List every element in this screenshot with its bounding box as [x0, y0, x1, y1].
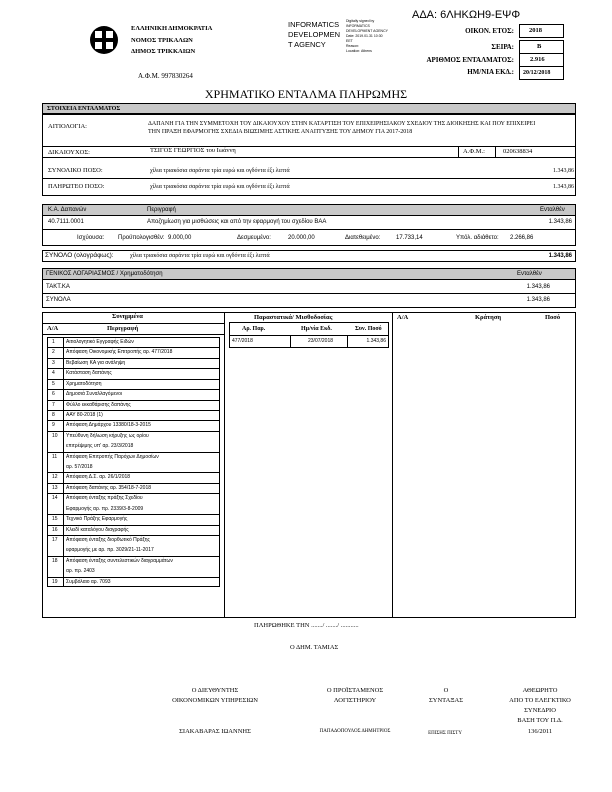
expense-header-perigrafi: Περιγραφή [147, 207, 176, 213]
attachment-description: επιτρέψιμης υπ' αρ. 23/3/2018 [66, 443, 134, 450]
attachment-description: Εφαρμογής αρ. πρ. 2339/3-8-2009 [66, 505, 144, 512]
dikaiouxos-value: ΤΣΙΓΟΣ ΓΕΩΡΓΙΟΣ του Ιωάννη [150, 147, 236, 154]
aitiologia-text: ΔΑΠΑΝΗ ΓΙΑ ΤΗΝ ΣΥΜΜΕΤΟΧΗ ΤΟΥ ΔΙΚΑΙΟΥΧΟΥ ΣΤΗΝ ΚΑΤΑΡΤΙΣΗ ΤΟΥ ΕΠΙΧΕΙΡΗΣΙΑΚΟΥ ΣΧΕΔΙΟΥ ΤΗΣ ΔΙΟΙΚΗΣΗΣ ΚΑΙ ΠΟΥ ΕΠΙΧΕΙΡΕΙ ΤΗΝ ΠΡΑΞΗ ΕΦΑΡΜΟΓΗΣ ΣΧΕΔΙΑ ΒΙΩΣΙΜΗΣ ΑΣΤΙΚΗΣ ΑΝΑΠΤΥΞΗΣ ΤΟΥ ΔΗΜΟΥ ΓΙΑ 2017-2018 [148, 121, 536, 135]
greek-emblem-icon [89, 25, 119, 55]
field-seira-value-box: Β [519, 40, 564, 54]
attachment-description: ΑΑΥ 80-2018 (1) [66, 411, 103, 418]
budget-desmeumeno-value: 20.000,00 [288, 235, 315, 241]
attachment-number: 2 [52, 349, 55, 356]
attachment-description: Βεβαίωση ΚΑ για ανάληψη [66, 359, 126, 366]
expense-row-perigrafi: Αποζημίωση για μισθώσεις και από την εφαρμογή του σχεδίου ΒΑΑ [147, 219, 327, 225]
attachment-description: Απόφαση Επιτροπής Παρόχων Δημοσίων [66, 453, 159, 460]
payment-row-amount: 1.343,86 [366, 338, 386, 344]
attachment-number: 4 [52, 370, 55, 377]
attachment-description: Τεχνικό Πράξης Εφαρμογής [66, 516, 128, 523]
payments-title: Παραστατικά/ Μισθοδοσίας [254, 314, 333, 321]
budget-ypoloipo-value: 2.266,86 [510, 235, 534, 241]
attachment-description: εφαρμογής με αρ. πρ. 3029/21-11-2017 [66, 547, 154, 554]
budget-ypoloipo-label: Υπόλ. αδιάθετο: [456, 235, 499, 241]
accounts-row-label: ΤΑΚΤ.ΚΑ [46, 284, 70, 290]
accounts-total-value: 1.343,86 [526, 297, 550, 303]
expense-header-ka: Κ.Α. Δαπανών [48, 207, 87, 213]
attachment-description: Απόφαση ένταξης πράξης Σχεδίου [66, 495, 143, 502]
paid-line: ΠΛΗΡΩΘΗΚΕ ΤΗΝ ......./ ......./ ........... [254, 622, 359, 629]
dikaiouxos-label: ΔΙΚΑΙΟΥΧΟΣ: [48, 149, 90, 156]
field-date-value-box: 20/12/2018 [519, 66, 564, 80]
attachment-number: 15 [52, 516, 58, 523]
attachments-col-desc: Περιγραφή [107, 325, 139, 332]
sig-audit-title-4: ΒΑΣΗ ΤΟΥ Π.Δ. [517, 717, 563, 724]
sig-audit-title-1: ΑΘΕΩΡΗΤΟ [522, 687, 558, 694]
synoliko-label: ΣΥΝΟΛΙΚΟ ΠΟΣΟ: [48, 167, 103, 174]
attachment-description: Απόφαση Δημάρχου 13380/18-3-2015 [66, 422, 151, 429]
attachment-number: 19 [52, 578, 58, 585]
dikaiouxos-afm-value: 020638834 [503, 148, 533, 155]
document-title: ΧΡΗΜΑΤΙΚΟ ΕΝΤΑΛΜΑ ΠΛΗΡΩΜΗΣ [204, 87, 408, 101]
attachments-title: Συνημμένα [112, 313, 143, 320]
sig-director-title-1: Ο ΔΙΕΥΘΥΝΤΗΣ [191, 687, 239, 694]
field-seira-label: ΣΕΙΡΑ: [491, 43, 514, 51]
attachment-number: 3 [52, 359, 55, 366]
attachment-number: 5 [52, 380, 55, 387]
attachment-number: 14 [52, 495, 58, 502]
synoliko-words: χίλια τριακόσια σαράντα τρία ευρώ και ογδόντα έξι λεπτά [150, 168, 290, 174]
attachment-description: Κατάσταση δαπάνης [66, 370, 112, 377]
payments-col-amount: Συν. Ποσό [355, 326, 382, 332]
attachment-number: 8 [52, 411, 55, 418]
attachment-number: 16 [52, 526, 58, 533]
sig-head-title-2: ΛΟΓΙΣΤΗΡΙΟΥ [333, 697, 377, 704]
attachment-description: αρ. πρ. 2403 [66, 568, 95, 575]
sig-director-name: ΣΙΑΚΑΒΑΡΑΣ ΙΩΑΝΝΗΣ [179, 728, 251, 735]
plirotaio-words: χίλια τριακόσια σαράντα τρία ευρώ και ογδόντα έξι λεπτά [150, 184, 290, 190]
attachment-description: αρ. 57/2018 [66, 464, 93, 470]
budget-problepsi-value: 9.000,00 [168, 235, 192, 241]
attachment-description: Απόφαση Οικονομικής Επιτροπής αρ. 477/2018 [66, 349, 173, 356]
attachment-number: 17 [52, 536, 58, 543]
attachment-description: Κλειδί καταλόγου διαγραφής [66, 526, 129, 533]
field-oikon-etos-label: ΟΙΚΟΝ. ΕΤΟΣ: [465, 27, 514, 35]
sig-head-name: ΠΑΠΑΔΟΠΟΥΛΟΣ ΔΗΜΗΤΡΙΟΣ [319, 729, 391, 734]
attachment-description: Απόφαση ένταξης συντελεστικών διαγραμμάτων [66, 557, 173, 564]
sig-author-title-1: Ο [443, 687, 449, 694]
org-line-2: ΝΟΜΟΣ ΤΡΙΚΑΛΩΝ [131, 37, 193, 44]
attachment-number: 7 [52, 401, 55, 408]
attachment-description: Απόφαση δαπάνης αρ. 354/18-7-2018 [66, 484, 152, 491]
org-line-3: ΔΗΜΟΣ ΤΡΙΚΚΑΙΩΝ [131, 48, 196, 55]
attachment-description: Δημοσιά Συναλλαγόμενοι [66, 391, 123, 398]
expense-row-ka: 40.7111.0001 [48, 219, 84, 225]
accounts-total-label: ΣΥΝΟΛΑ [46, 297, 71, 303]
budget-problepsi-label: Προϋπολογισθέν: [118, 235, 165, 241]
payments-col-date: Ημ/νία Εκδ. [301, 326, 332, 332]
org-line-1: ΕΛΛΗΝΙΚΗ ΔΗΜΟΚΡΑΤΙΑ [131, 25, 213, 32]
expense-total-label: ΣΥΝΟΛΟ (ολογράφως): [45, 252, 114, 259]
informatics-line-1: INFORMATICS [288, 20, 340, 29]
sig-author-name: ΕΠΙΣΗΣ ΠΙΣΤΥ [428, 731, 462, 736]
informatics-line-2: DEVELOPMEN [288, 30, 341, 39]
tamias-label: Ο ΔΗΜ. ΤΑΜΙΑΣ [290, 644, 339, 651]
section-header: ΣΤΟΙΧΕΙΑ ΕΝΤΑΛΜΑΤΟΣ [42, 103, 576, 114]
sig-director-title-2: ΟΙΚΟΝΟΜΙΚΩΝ ΥΠΗΡΕΣΙΩΝ [172, 697, 258, 704]
plirotaio-amount: 1.343,86 [553, 184, 574, 190]
signature-tiny-6: Reason: [346, 44, 360, 48]
signature-tiny-7: Location: Athens [346, 49, 372, 53]
attachment-description: Συμβόλαιο αρ. 7093 [66, 578, 111, 585]
accounts-header-value: Ενταλθέν [517, 271, 542, 277]
budget-label: Ισχύουσα: [77, 235, 105, 241]
aitiologia-label: ΑΙΤΙΟΛΟΓΙΑ: [48, 123, 87, 130]
expense-total-row [42, 250, 576, 262]
synoliko-amount: 1.343,86 [553, 168, 574, 174]
attachment-description: Αιτιολογητικό Εγγραφής Ειδών [66, 339, 134, 345]
signature-tiny-3: DEVELOPMENT AGENCY [346, 29, 388, 33]
attachment-number: 11 [52, 453, 58, 460]
signature-tiny-2: INFORMATICS [346, 24, 370, 28]
deductions-col-poso: Ποσό [545, 314, 561, 321]
sig-head-title-1: Ο ΠΡΟΪΣΤΑΜΕΝΟΣ [326, 687, 384, 694]
payment-row-ar: 477/2018 [232, 338, 253, 344]
attachments-col-aa: Α/Α [47, 325, 59, 332]
attachment-number: 12 [52, 474, 58, 481]
signature-tiny-4: Date: 2019.01.31 10:30 [346, 34, 383, 38]
plirotaio-label: ΠΛΗΡΩΤΕΟ ΠΟΣΟ: [48, 183, 105, 190]
accounts-header-label: ΓΕΝΙΚΟΣ ΛΟΓΑΡΙΑΣΜΟΣ / Χρηματοδότηση [46, 271, 163, 277]
attachment-description: Απόφαση Δ.Σ. αρ. 26/1/2018 [66, 474, 131, 481]
accounts-row-value: 1.343,86 [526, 284, 550, 290]
field-arithmos-value-box: 2.916 [519, 53, 564, 67]
payment-row-date: 23/07/2018 [308, 338, 334, 344]
attachment-description: Υπεύθυνη δήλωση κήρυξης ως ορίου [66, 432, 149, 439]
signature-tiny-5: EET [346, 39, 353, 43]
budget-desmeumeno-label: Δεσμευμένο: [237, 235, 271, 241]
field-oikon-etos-value-box: 2018 [519, 24, 564, 38]
dikaiouxos-afm-label: Α.Φ.Μ.: [463, 148, 485, 155]
attachment-number: 13 [52, 484, 58, 491]
sig-audit-title-3: ΣΥΝΕΔΡΙΟ [524, 707, 556, 714]
budget-diathesimo-label: Διατεθειμένο: [345, 235, 381, 241]
signature-tiny-1: Digitally signed by [346, 19, 375, 23]
field-date-label: ΗΜ/ΝΙΑ ΕΚΔ.: [467, 68, 514, 76]
attachment-number: 18 [52, 557, 58, 564]
ada-label: ΑΔΑ: 6ΛΗΚΩΗ9-ΕΨΦ [412, 9, 521, 21]
budget-diathesimo-value: 17.733,14 [396, 235, 423, 241]
attachment-number: 1 [52, 339, 55, 345]
expense-total-words: χίλια τριακόσια σαράντα τρία ευρώ και ογδόντα έξι λεπτά [130, 253, 270, 259]
issuer-afm: Α.Φ.Μ. 997830264 [138, 72, 193, 80]
attachment-number: 10 [52, 432, 58, 439]
expense-header-entalthen: Ενταλθέν [540, 207, 565, 213]
attachment-description: Φύλλο εκκαθάρισης δαπάνης [66, 401, 131, 408]
deductions-col-aa: Α/Α [397, 314, 409, 321]
attachment-description: Χρηματοδότηση [66, 380, 102, 387]
sig-author-title-2: ΣΥΝΤΑΞΑΣ [429, 697, 463, 704]
informatics-line-3: T AGENCY [288, 40, 326, 49]
attachment-number: 6 [52, 391, 55, 398]
attachment-description: Απόφαση ένταξης διορθωτικό Πράξης [66, 536, 150, 543]
deductions-col-kratisi: Κράτηση [475, 314, 502, 321]
expense-row-entalthen: 1.343,86 [548, 219, 572, 225]
payments-col-ar: Αρ. Παρ. [242, 326, 266, 332]
field-arithmos-label: ΑΡΙΘΜΟΣ ΕΝΤΑΛΜΑΤΟΣ: [426, 56, 514, 64]
sig-audit-title-2: ΑΠΟ ΤΟ ΕΛΕΓΚΤΙΚΟ [509, 697, 571, 704]
attachment-number: 9 [52, 422, 55, 429]
sig-audit-title-5: 136/2011 [527, 728, 553, 735]
expense-total-amount: 1.343,86 [548, 253, 572, 259]
